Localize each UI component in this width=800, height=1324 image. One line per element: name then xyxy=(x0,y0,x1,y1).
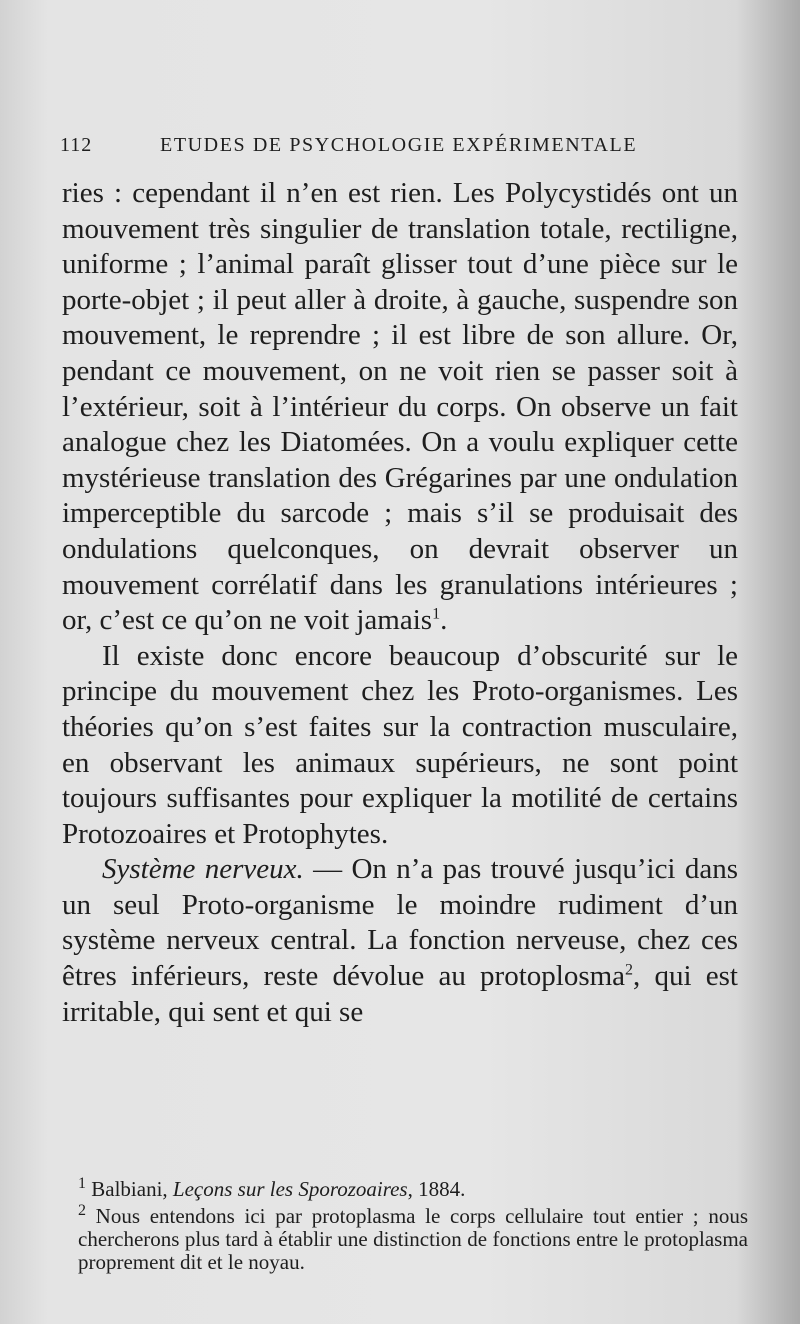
section-heading: Système nerveux. xyxy=(102,853,304,886)
footnote-1 xyxy=(78,1175,748,1201)
paragraph-3-text-a: — On n’a pas trouvé jusqu’ici dans un seul Proto-organisme le moindre rudiment d’un système nerveux central. La fonction nerveuse, chez ces êtres inférieurs, reste dévolue au protoplosma xyxy=(62,853,738,993)
running-title: ETUDES DE PSYCHOLOGIE EXPÉRIMENTALE xyxy=(160,134,638,156)
body-text xyxy=(62,176,738,1030)
footnotes xyxy=(78,1175,748,1274)
paragraph-1-text: ries : cependant il n’en est rien. Les Polycystidés ont un mouvement très singulier de translation totale, rectiligne, uniforme ; l’animal paraît glisser tout d’une pièce sur le porte-objet ; il peut aller à droite, à gauche, suspendre son mouvement, le reprendre ; il est libre de son allure. Or, pendant ce mouvement, on ne voit rien se passer soit à l’extérieur, soit à l’intérieur du corps. On observe un fait analogue chez les Diatomées. On a voulu expliquer cette mystérieuse translation des Grégarines par une ondulation imperceptible du sarcode ; mais s’il se produisait des ondulations quelconques, on devrait observer un mouvement corrélatif dans les granulations intérieures ; or, c’est ce qu’on ne voit jamais xyxy=(62,177,738,637)
footnote-ref-2[interactable]: 2 xyxy=(625,961,634,979)
paragraph-1 xyxy=(62,176,738,639)
paragraph-3 xyxy=(62,852,738,1030)
footnote-1-rest: , 1884. xyxy=(407,1177,466,1201)
footnote-ref-1[interactable]: 1 xyxy=(432,605,441,623)
page-number: 112 xyxy=(60,134,93,156)
footnote-2-mark: 2 xyxy=(78,1202,86,1219)
paragraph-2: Il existe donc encore beaucoup d’obscurité sur le principe du mouvement chez les Proto-organismes. Les théories qu’on s’est faites sur la contraction musculaire, en observant les animaux supérieurs, ne sont point toujours suffisantes pour expliquer la motilité de certains Protozoaires et Protophytes. xyxy=(62,639,738,850)
paragraph-1-end: . xyxy=(440,604,448,637)
paragraph-3-text-b: , qui est irritable, qui sent et qui se xyxy=(62,960,738,1028)
footnote-1-author: Balbiani, xyxy=(86,1177,173,1201)
footnote-2-text: Nous entendons ici par protoplasma le corps cellulaire tout entier ; nous chercherons plus tard à établir une distinction de fonctions entre le protoplasma proprement dit et le noyau. xyxy=(78,1204,748,1274)
footnote-1-mark: 1 xyxy=(78,1175,86,1192)
footnote-2 xyxy=(78,1202,748,1274)
footnote-1-title: Leçons sur les Sporozoaires xyxy=(172,1177,408,1201)
